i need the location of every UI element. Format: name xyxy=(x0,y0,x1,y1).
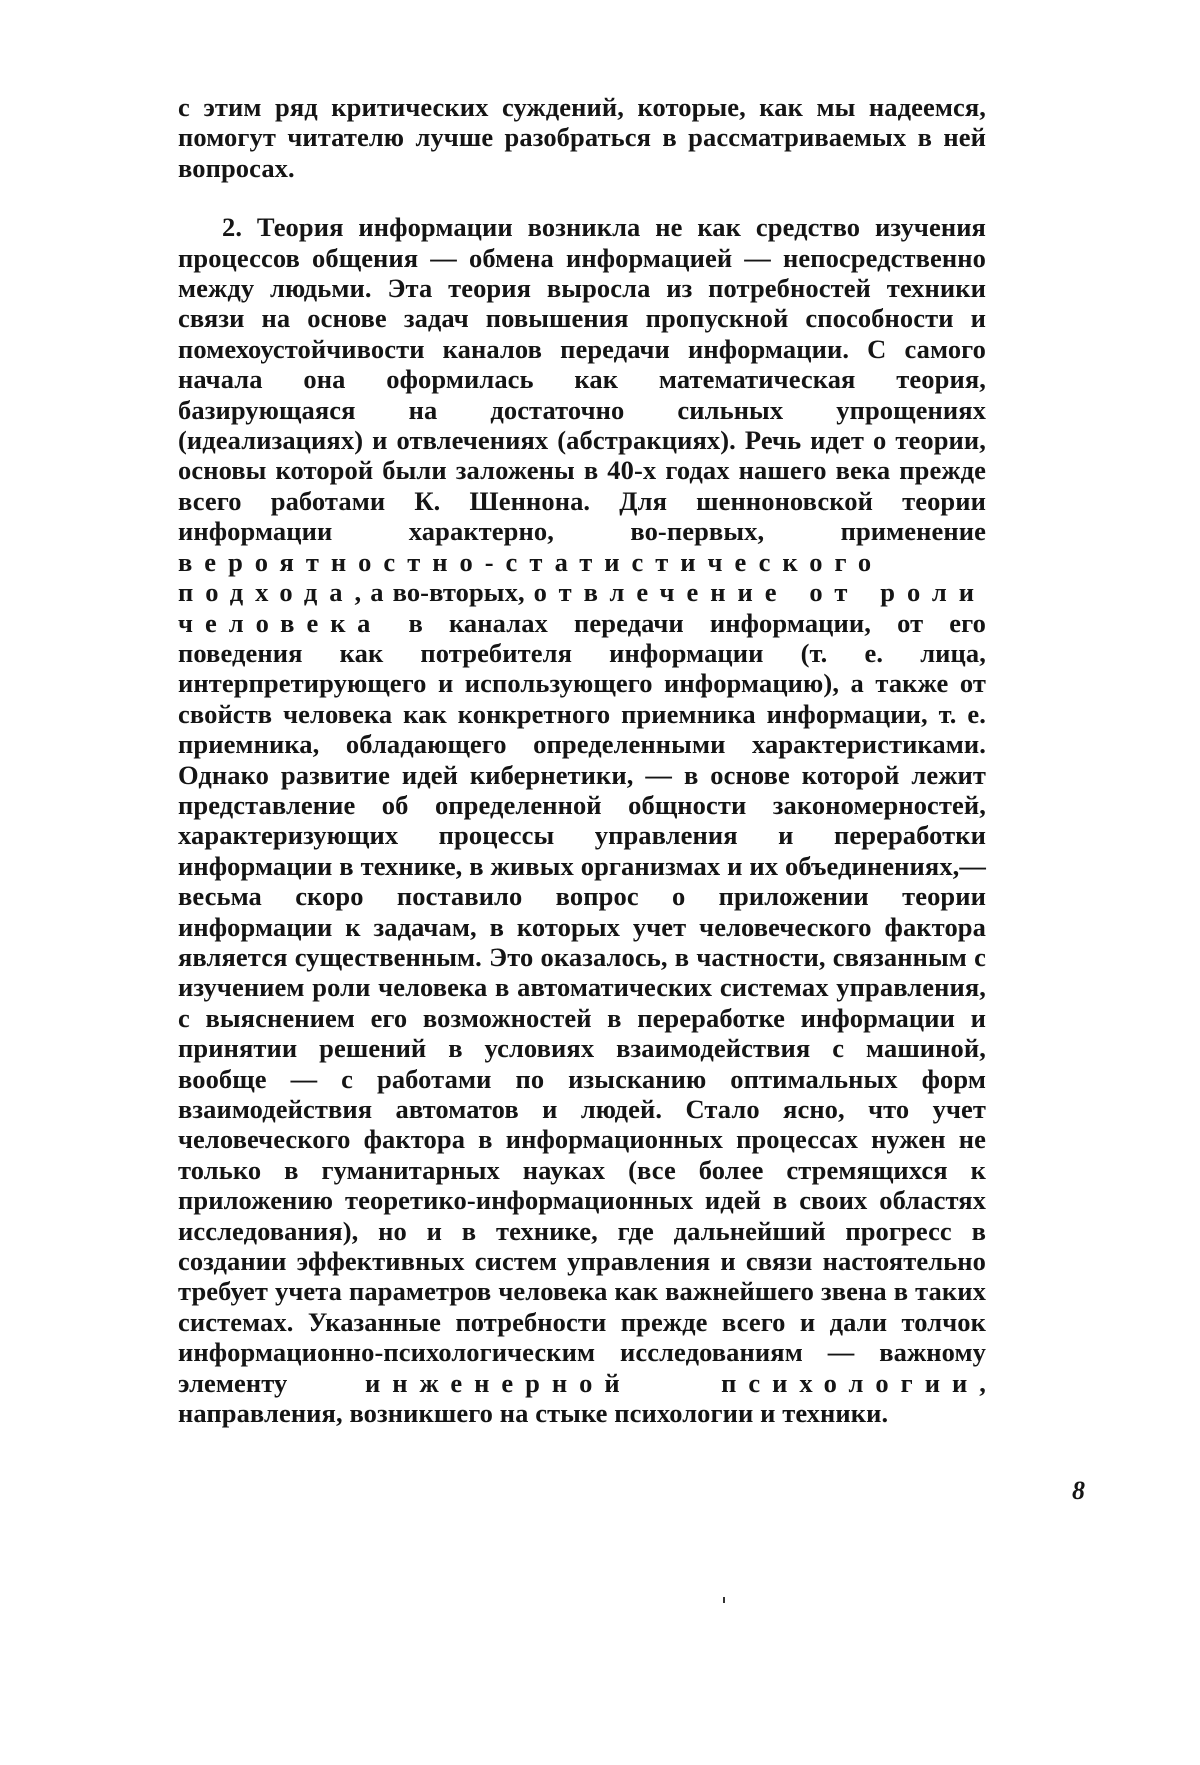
page-number: 8 xyxy=(1072,1476,1085,1505)
emphasis-engineering-psychology: инженерной психологии xyxy=(364,1367,980,1398)
page-text-block xyxy=(178,92,986,1428)
main-paragraph xyxy=(178,212,986,1428)
main-paragraph-part3: в каналах передачи информации, от его поведения как потребителя информации (т. е. лица, интерпретирующего и использующего информацию), а также от свойств человека как конкретного приемника информации, т. е. приемника, обладающего определенными характеристиками. Однако развитие идей кибернетики, — в основе которой лежит представление об определенной общности закономерностей, характеризующих процессы управления и переработки информации в технике, в живых организмах и их объединениях,— весьма скоро поставило вопрос о приложении теории информации к задачам, в которых учет человеческого фактора является существенным. Это оказалось, в частности, связанным с изучением роли человека в автоматических системах управления, с выяснением его возможностей в переработке информации и принятии решений в условиях взаимодействия с машиной, вообще — с работами по изысканию оптимальных форм взаимодействия автоматов и людей. Стало ясно, что учет человеческого фактора в информационных процессах нужен не только в гуманитарных науках (все более стремящихся к приложению теоретико-информационных идей в своих областях исследования), но и в технике, где дальнейший прогресс в создании эффективных систем управления и связи настоятельно требует учета параметров человека как важнейшего звена в таких системах. Указанные потребности прежде всего и дали толчок информационно-психологическим исследованиям — важному элементу xyxy=(178,607,986,1398)
main-paragraph-part4: , направления, возникшего на стыке психологии и техники. xyxy=(178,1367,986,1429)
emphasis-probabilistic-approach: вероятностно-статистического подхода xyxy=(178,546,884,608)
print-speck xyxy=(723,1597,725,1603)
intro-paragraph: с этим ряд критических суждений, которые, как мы надеемся, помогут читателю лучше разобраться в рассматриваемых в ней вопросах. xyxy=(178,92,986,183)
main-paragraph-part2: , а во-вторых, xyxy=(354,577,534,608)
emphasis-abstraction-from-human: отвлечение от роли человека xyxy=(178,577,986,638)
main-paragraph-part1: 2. Теория информации возникла не как средство изучения процессов общения — обмена информацией — непосредственно между людьми. Эта теория выросла из потребностей техники связи на основе задач повышения пропускной способности и помехоустойчивости каналов передачи информации. С самого начала она оформилась как математическая теория, базирующаяся на достаточно сильных упрощениях (идеализациях) и отвлечениях (абстракциях). Речь идет о теории, основы которой были заложены в 40-х годах нашего века прежде всего работами К. Шеннона. Для шенноновской теории информации характерно, во-первых, применение xyxy=(178,212,986,547)
